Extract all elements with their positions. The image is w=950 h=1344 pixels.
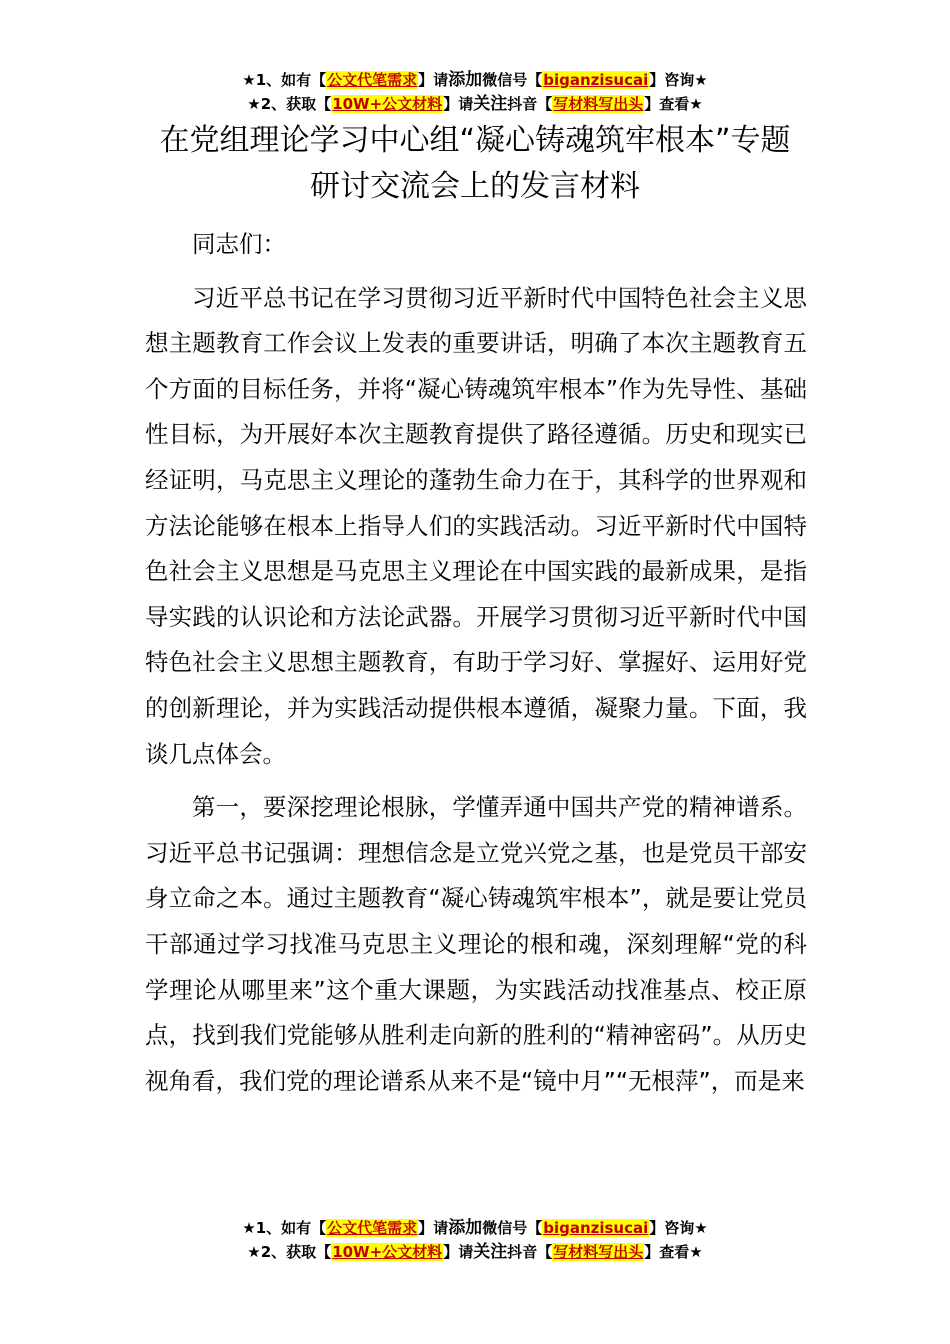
ad-text-emphasis: 添加 bbox=[448, 1218, 483, 1238]
ad-text-emphasis: 关注 bbox=[473, 1242, 508, 1262]
ad-text: 抖音【 bbox=[507, 95, 553, 113]
ad-text: 抖音【 bbox=[507, 1243, 553, 1261]
ad-text: 】请 bbox=[443, 1243, 474, 1261]
ad-highlight-wechat-id: biganzisucai bbox=[543, 1219, 649, 1237]
ad-text: 】咨询★ bbox=[649, 1219, 708, 1237]
ad-text: ★2、获取【 bbox=[247, 1243, 332, 1261]
ad-text-emphasis: 关注 bbox=[473, 94, 508, 114]
ad-text: 】咨询★ bbox=[649, 71, 708, 89]
ad-text: ★1、如有【 bbox=[242, 71, 327, 89]
ad-text: 】请 bbox=[418, 71, 449, 89]
ad-text-emphasis: 添加 bbox=[448, 70, 483, 90]
ad-line-1 bbox=[0, 1216, 950, 1240]
ad-text: 微信号【 bbox=[482, 1219, 543, 1237]
body-paragraph-1: 习近平总书记在学习贯彻习近平新时代中国特色社会主义思想主题教育工作会议上发表的重要讲话，明确了本次主题教育五个方面的目标任务，并将“凝心铸魂筑牢根本”作为先导性、基础性目标，为开展好本次主题教育提供了路径遵循。历史和现实已经证明，马克思主义理论的蓬勃生命力在于，其科学的世界观和方法论能够在根本上指导人们的实践活动。习近平新时代中国特色社会主义思想是马克思主义理论在中国实践的最新成果，是指导实践的认识论和方法论武器。开展学习贯彻习近平新时代中国特色社会主义思想主题教育，有助于学习好、掌握好、运用好党的创新理论，并为实践活动提供根本遵循，凝聚力量。下面，我谈几点体会。 bbox=[145, 283, 807, 768]
ad-line-2 bbox=[0, 92, 950, 116]
ad-text: ★1、如有【 bbox=[242, 1219, 327, 1237]
ad-highlight-materials: 10W+公文材料 bbox=[332, 1243, 443, 1261]
ad-highlight-wechat-id: biganzisucai bbox=[543, 71, 649, 89]
header-ad-block bbox=[0, 68, 950, 116]
salutation: 同志们： bbox=[192, 230, 286, 258]
ad-highlight-service: 公文代笔需求 bbox=[327, 71, 418, 89]
ad-text: 】查看★ bbox=[644, 1243, 703, 1261]
ad-text: 】请 bbox=[443, 95, 474, 113]
ad-highlight-douyin-id: 写材料写出头 bbox=[553, 95, 644, 113]
ad-highlight-douyin-id: 写材料写出头 bbox=[553, 1243, 644, 1261]
ad-highlight-service: 公文代笔需求 bbox=[327, 1219, 418, 1237]
ad-text: 】查看★ bbox=[644, 95, 703, 113]
document-title: 在党组理论学习中心组“凝心铸魂筑牢根本”专题研讨交流会上的发言材料 bbox=[159, 123, 791, 204]
ad-highlight-materials: 10W+公文材料 bbox=[332, 95, 443, 113]
ad-text: ★2、获取【 bbox=[247, 95, 332, 113]
body-paragraph-2: 第一，要深挖理论根脉，学懂弄通中国共产党的精神谱系。习近平总书记强调：理想信念是立党兴党之基，也是党员干部安身立命之本。通过主题教育“凝心铸魂筑牢根本”，就是要让党员干部通过学习找准马克思主义理论的根和魂，深刻理解“党的科学理论从哪里来”这个重大课题，为实践活动找准基点、校正原点，找到我们党能够从胜利走向新的胜利的“精神密码”。从历史视角看，我们党的理论谱系从来不是“镜中月”“无根萍”，而是来 bbox=[145, 793, 807, 1095]
footer-ad-block bbox=[0, 1216, 950, 1264]
document-body bbox=[145, 222, 807, 1104]
ad-line-1 bbox=[0, 68, 950, 92]
ad-line-2 bbox=[0, 1240, 950, 1264]
ad-text: 】请 bbox=[418, 1219, 449, 1237]
ad-text: 微信号【 bbox=[482, 71, 543, 89]
